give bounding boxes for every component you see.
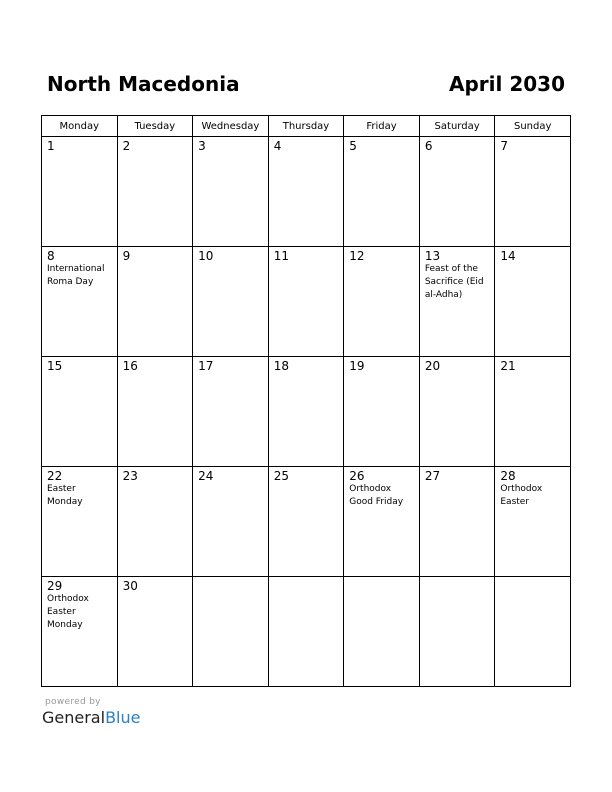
day-number: 13: [424, 249, 441, 263]
day-cell: [117, 137, 193, 247]
day-cell: [117, 577, 193, 687]
day-number: 18: [273, 359, 289, 373]
day-cell: [419, 577, 495, 687]
holiday-label: International Roma Day: [47, 264, 105, 287]
day-cell: [117, 357, 193, 467]
weekday-header: Tuesday: [117, 116, 193, 137]
day-number: 10: [198, 249, 214, 263]
weekday-header: Saturday: [419, 116, 495, 137]
day-cell: [193, 137, 269, 247]
day-number: 7: [500, 139, 509, 153]
day-cell: [419, 467, 495, 577]
weekday-header: Thursday: [268, 116, 344, 137]
day-number: 5: [349, 139, 357, 153]
day-number: 6: [424, 139, 433, 153]
day-cell: [268, 247, 344, 357]
holiday-label: Easter Monday: [47, 484, 83, 507]
day-number: 12: [349, 249, 365, 263]
powered-by-label: powered by: [45, 697, 101, 707]
weekday-header: Monday: [42, 116, 118, 137]
day-number: 9: [122, 249, 131, 263]
day-number: 26: [349, 469, 365, 483]
day-number: 2: [122, 139, 131, 153]
day-cell: [193, 247, 269, 357]
day-number: 14: [500, 249, 516, 263]
day-cell: [495, 247, 571, 357]
week-row: [42, 137, 571, 247]
calendar-month-title: April 2030: [449, 72, 565, 96]
day-cell: [42, 137, 118, 247]
day-number: 8: [47, 249, 55, 263]
weekday-header: Friday: [344, 116, 420, 137]
holiday-label: Feast of the Sacrifice (Eid al-Adha): [424, 264, 484, 300]
day-cell: [268, 357, 344, 467]
day-cell: [495, 357, 571, 467]
generalblue-logo[interactable]: [42, 708, 140, 727]
day-number: 22: [47, 469, 63, 483]
day-cell: [193, 577, 269, 687]
day-number: 29: [47, 579, 63, 593]
day-cell: [42, 247, 118, 357]
day-cell: [419, 247, 495, 357]
day-number: 28: [500, 469, 516, 483]
holiday-label: Orthodox Good Friday: [349, 484, 404, 507]
day-cell: [42, 467, 118, 577]
week-row: [42, 467, 571, 577]
day-number: 3: [198, 139, 206, 153]
day-number: 23: [122, 469, 138, 483]
day-cell: [344, 247, 420, 357]
day-number: 25: [273, 469, 289, 483]
day-number: 24: [198, 469, 214, 483]
day-cell: [268, 467, 344, 577]
week-row: [42, 577, 571, 687]
day-number: 20: [424, 359, 441, 373]
day-cell: [117, 247, 193, 357]
logo-blue-text: Blue: [105, 708, 141, 727]
day-number: 21: [500, 359, 516, 373]
day-cell: [268, 137, 344, 247]
weekday-header: Wednesday: [193, 116, 269, 137]
day-number: 15: [47, 359, 63, 373]
weekday-header-row: [42, 116, 571, 137]
day-cell: [42, 357, 118, 467]
day-number: 4: [273, 139, 282, 153]
weekday-header: Sunday: [495, 116, 571, 137]
day-number: 27: [424, 469, 441, 483]
day-cell: [419, 137, 495, 247]
day-number: 30: [122, 579, 138, 593]
day-cell: [344, 357, 420, 467]
day-cell: [193, 357, 269, 467]
week-row: [42, 247, 571, 357]
day-cell: [344, 577, 420, 687]
day-cell: [495, 467, 571, 577]
calendar-country-title: North Macedonia: [47, 72, 240, 96]
week-row: [42, 357, 571, 467]
holiday-label: Orthodox Easter: [500, 484, 543, 507]
day-cell: [495, 137, 571, 247]
day-number: 17: [198, 359, 214, 373]
day-cell: [419, 357, 495, 467]
day-cell: [117, 467, 193, 577]
logo-general-text: General: [42, 708, 106, 727]
day-number: 1: [47, 139, 55, 153]
day-cell: [344, 137, 420, 247]
day-number: 19: [349, 359, 365, 373]
day-number: 16: [122, 359, 138, 373]
day-cell: [42, 577, 118, 687]
holiday-label: Orthodox Easter Monday: [47, 594, 89, 630]
day-number: 11: [273, 249, 289, 263]
day-cell: [193, 467, 269, 577]
day-cell: [344, 467, 420, 577]
day-cell: [268, 577, 344, 687]
day-cell: [495, 577, 571, 687]
calendar-grid: [41, 115, 571, 687]
